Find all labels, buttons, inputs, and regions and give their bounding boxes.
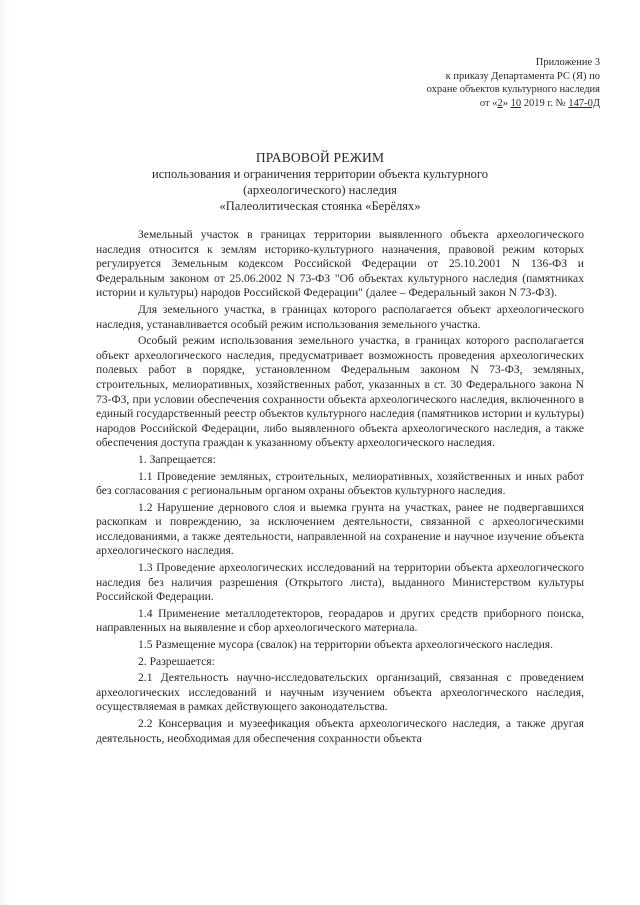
allowed-item-2-1: 2.1 Деятельность научно-исследовательских организаций, связанная с проведением археологических исследований и научным изучением объекта археологического наследия, осуществляемая в рамках действующего законодательства.	[96, 671, 584, 714]
title-main: ПРАВОВОЙ РЕЖИМ	[255, 150, 385, 165]
section-prohibited-heading: 1. Запрещается:	[138, 452, 216, 466]
department-name: охране объектов культурного наследия	[426, 84, 600, 95]
order-reference: к приказу Департамента РС (Я) по	[445, 70, 600, 82]
paragraph-special-regime: Для земельного участка, в границах которого располагается объект археологического наследия, устанавливается особый режим использования земельного участка.	[96, 302, 584, 331]
section-allowed-heading: 2. Разрешается:	[138, 654, 215, 668]
scan-edge-shadow	[0, 0, 10, 905]
paragraph-regime-details: Особый режим использования земельного участка, в границах которого располагается объект археологического наследия, предусматривает возможность проведения археологических полевых работ в порядке, установленном Федеральным законом N 73-ФЗ, земляных, строительных, мелиоративных, хозяйственных работ, указанных в ст. 30 Федерального закона N 73-ФЗ, при условии обеспечения сохранности объекта археологического наследия, включенного в единый государственный реестр объектов культурного наследия (памятников истории и культуры) народов Российской Федерации, либо выявленного объекта археологического наследия, а также обеспечения доступа граждан к указанному объекту археологического наследия.	[96, 334, 584, 450]
order-month: 10	[510, 97, 522, 109]
order-date-line	[300, 97, 600, 111]
date-mid: »	[502, 97, 508, 109]
order-year: 2019 г. №	[523, 97, 566, 109]
document-title	[60, 150, 580, 214]
prohibited-item-1-3: 1.3 Проведение археологических исследований на территории объекта археологического наследия без наличия разрешения (Открытого листа), выданного Министерством культуры Российской Федерации.	[96, 561, 584, 604]
order-day: 2	[497, 97, 503, 109]
title-subtitle-2: (археологического) наследия	[243, 183, 397, 197]
title-object-name: «Палеолитическая стоянка «Берёлях»	[219, 199, 421, 213]
title-subtitle-1: использования и ограничения территории объекта культурного	[152, 167, 488, 181]
appendix-number: Приложение 3	[535, 57, 600, 68]
order-number: 147-0Д	[568, 97, 600, 109]
prohibited-item-1-5: 1.5 Размещение мусора (свалок) на территории объекта археологического наследия.	[138, 638, 554, 652]
appendix-header	[300, 56, 600, 110]
paragraph-land-status: Земельный участок в границах территории выявленного объекта археологического наследия относится к землям историко-культурного назначения, правовой режим которых регулируется Земельным кодексом Российской Федерации от 25.10.2001 N 136-ФЗ и Федеральным законом от 25.06.2002 N 73-ФЗ "Об объектах культурного наследия (памятниках истории и культуры) народов Российской Федерации" (далее – Федеральный закон N 73-ФЗ).	[96, 228, 584, 300]
prohibited-item-1-4: 1.4 Применение металлодетекторов, георадаров и других средств приборного поиска, направленных на выявление и сбор археологического материала.	[96, 606, 584, 635]
date-prefix: от «	[479, 97, 498, 109]
prohibited-item-1-1: 1.1 Проведение земляных, строительных, мелиоративных, хозяйственных и иных работ без согласования с региональным органом охраны объектов культурного наследия.	[96, 469, 584, 498]
allowed-item-2-2: 2.2 Консервация и музеефикация объекта археологического наследия, а также другая деятельность, необходимая для обеспечения сохранности объекта	[96, 717, 584, 745]
prohibited-item-1-2: 1.2 Нарушение дернового слоя и выемка грунта на участках, ранее не подвергавшихся раскопкам и повреждению, за исключением деятельности, связанной с археологическими исследованиями, а также деятельности, направленной на сохранение и научное изучение объекта археологического наследия.	[96, 500, 584, 558]
document-body	[96, 228, 584, 748]
